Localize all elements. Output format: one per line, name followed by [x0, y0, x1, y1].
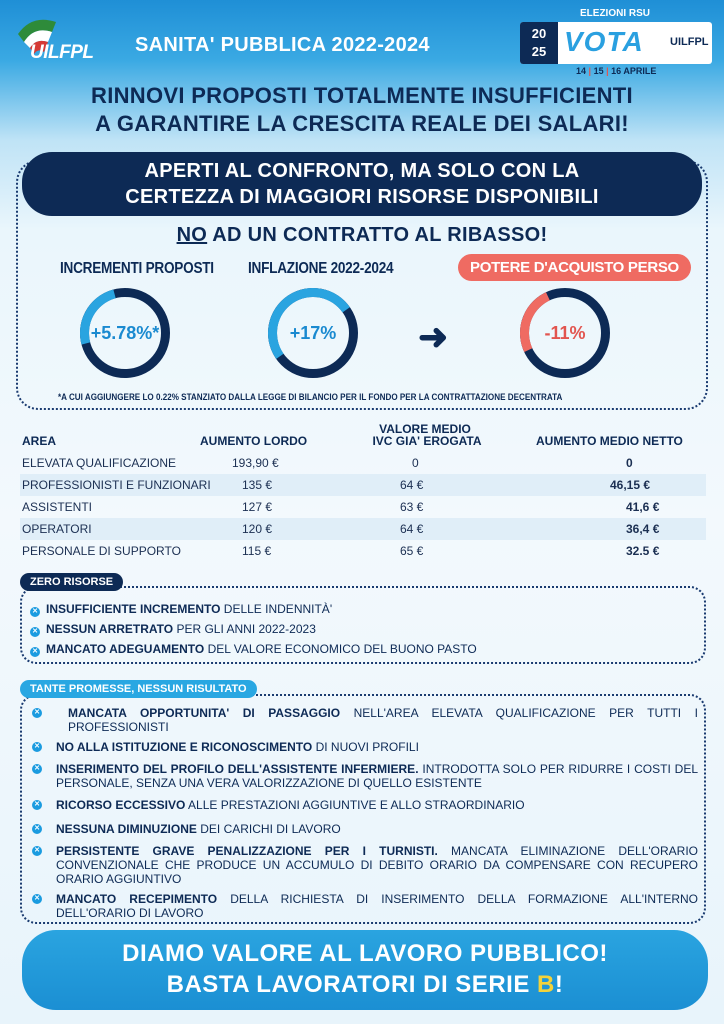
list-item: ✕ NO ALLA ISTITUZIONE E RICONOSCIMENTO DI NUOVI PROFILI [32, 740, 698, 754]
badge-year: 20 25 [520, 22, 558, 64]
list-item: ✕ NESSUN ARRETRATO PER GLI ANNI 2022-2023 [30, 622, 316, 637]
x-icon: ✕ [32, 824, 42, 834]
table-row: OPERATORI 120 € 64 € 36,4 € [20, 518, 706, 540]
col-ivc-1: VALORE MEDIO [379, 422, 471, 436]
uilfpl-logo [12, 14, 122, 70]
tante-promesse-title: TANTE PROMESSE, NESSUN RISULTATO [20, 680, 257, 698]
label-inflation: INFLAZIONE 2022-2024 [248, 260, 394, 277]
x-icon: ✕ [32, 894, 42, 904]
tante-promesse-box [20, 694, 706, 924]
list-item: ✕ NESSUNA DIMINUZIONE DEI CARICHI DI LAVORO [32, 822, 698, 836]
table-row: PERSONALE DI SUPPORTO 115 € 65 € 32.5 € [22, 544, 660, 558]
page-title: SANITA' PUBBLICA 2022-2024 [135, 34, 430, 56]
col-lordo: AUMENTO LORDO [200, 434, 308, 448]
no-ribasso-heading: NO AD UN CONTRATTO AL RIBASSO! [176, 224, 548, 246]
ring-purchasing-power [520, 288, 610, 378]
zero-risorse-box [20, 586, 706, 664]
badge-uil: UILFPL [670, 36, 709, 48]
table-row: PROFESSIONISTI E FUNZIONARI 135 € 64 € 46,15 € [20, 474, 706, 496]
ring-inflation [268, 288, 358, 378]
col-area: AREA [22, 434, 57, 448]
list-item: ✕ INSERIMENTO DEL PROFILO DELL'ASSISTENTE INFERMIERE. INTRODOTTA SOLO PER RIDURRE I COSTI DEL PERSONALE, SENZA UNA VERA VALORIZZAZIONE DI QUELLO ESISTENTE [32, 762, 698, 790]
list-item: ✕ INSUFFICIENTE INCREMENTO DELLE INDENNITÀ' [30, 602, 332, 617]
table-row: ASSISTENTI 127 € 63 € 41,6 € [22, 500, 660, 514]
badge-top: ELEZIONI RSU [580, 8, 651, 19]
list-item: ✕ MANCATO RECEPIMENTO DELLA RICHIESTA DI INSERIMENTO DELLA FORMAZIONE ALL'INTERNO DELL'ORARIO DI LAVORO [32, 892, 698, 920]
table-row: ELEVATA QUALIFICAZIONE 193,90 € 0 0 [22, 456, 633, 470]
label-increments: INCREMENTI PROPOSTI [60, 260, 214, 277]
ring-increments [80, 288, 170, 378]
arrow-icon: ➜ [418, 316, 449, 357]
col-ivc-2: IVC GIA' EROGATA [372, 434, 482, 448]
x-icon: ✕ [32, 846, 42, 856]
ring-value-purchasing-power: -11% [544, 322, 586, 343]
list-item: ✕ MANCATO ADEGUAMENTO DEL VALORE ECONOMICO DEL BUONO PASTO [30, 642, 477, 657]
headline: RINNOVI PROPOSTI TOTALMENTE INSUFFICIENTI A GARANTIRE LA CRESCITA REALE DEI SALARI! [91, 83, 633, 136]
ring-value-inflation: +17% [289, 322, 337, 343]
x-icon: ✕ [32, 742, 42, 752]
col-netto: AUMENTO MEDIO NETTO [536, 434, 683, 448]
x-icon: ✕ [30, 647, 40, 657]
logo-text: UILFPL [30, 42, 94, 63]
list-item: ✕ RICORSO ECCESSIVO ALLE PRESTAZIONI AGGIUNTIVE E ALLO STRAORDINARIO [32, 798, 698, 812]
label-purchasing-power: POTERE D'ACQUISTO PERSO [458, 254, 691, 281]
banner: APERTI AL CONFRONTO, MA SOLO CON LA CERTEZZA DI MAGGIORI RISORSE DISPONIBILI [22, 152, 702, 216]
zero-risorse-title: ZERO RISORSE [20, 573, 123, 591]
badge-dates: 14 | 15 | 16 APRILE [576, 66, 657, 76]
badge-vota: VOTA [564, 26, 644, 57]
x-icon: ✕ [30, 607, 40, 617]
list-item: ✕ PERSISTENTE GRAVE PENALIZZAZIONE PER I TURNISTI. MANCATA ELIMINAZIONE DELL'ORARIO CONVENZIONALE CHE PRODUCE UN ACCUMULO DI DEBITO ORARIO DA COMPENSARE CON RECUPERO ORARIO AGGIUNTIVO [32, 844, 698, 886]
list-item: ✕ MANCATA OPPORTUNITA' DI PASSAGGIO NELL'AREA ELEVATA QUALIFICAZIONE PER TUTTI I PROFESSIONISTI [32, 706, 698, 734]
footer-banner: DIAMO VALORE AL LAVORO PUBBLICO! BASTA LAVORATORI DI SERIE B! [22, 930, 708, 1010]
x-icon: ✕ [32, 800, 42, 810]
x-icon: ✕ [32, 708, 42, 718]
ring-value-increments: +5.78%* [90, 322, 160, 343]
footnote: *A CUI AGGIUNGERE LO 0.22% STANZIATO DALLA LEGGE DI BILANCIO PER IL FONDO PER LA CONTRATTAZIONE DECENTRATA [58, 392, 563, 402]
x-icon: ✕ [32, 764, 42, 774]
x-icon: ✕ [30, 627, 40, 637]
elections-badge [520, 6, 716, 76]
badge-box [520, 22, 712, 64]
